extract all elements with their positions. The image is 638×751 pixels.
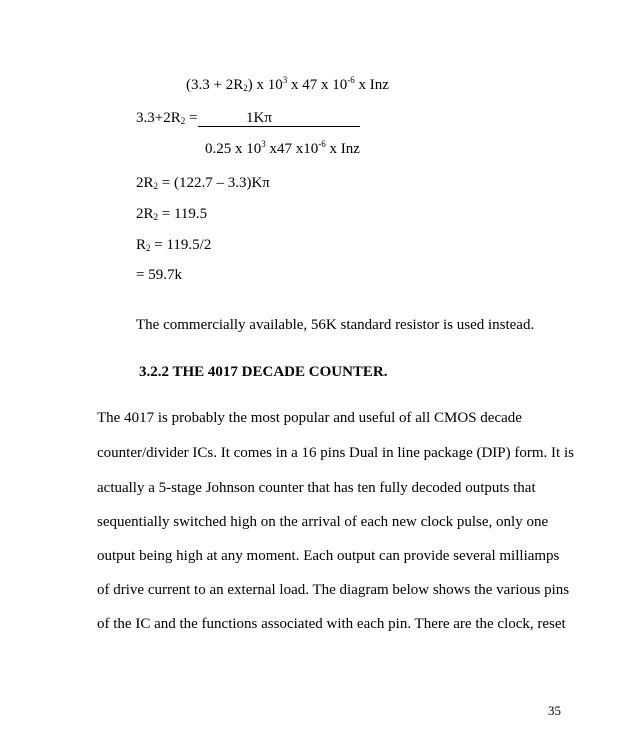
note-text: The commercially available, 56K standard resistor is used instead. xyxy=(136,317,535,333)
paragraph-line: sequentially switched high on the arrival of each new clock pulse, only one xyxy=(97,514,549,530)
step2-sub: 2 xyxy=(153,212,159,222)
denom-sup: 3 xyxy=(261,139,266,149)
page-number xyxy=(548,703,561,719)
page-number-text: 35 xyxy=(548,703,561,718)
step1-part: = (122.7 – 3.3)Kπ xyxy=(158,175,270,191)
eq2-sub: 2 xyxy=(180,116,186,126)
numerator-text: 1Kπ xyxy=(246,110,272,126)
step1-sub: 2 xyxy=(153,181,159,191)
step1-part: 2R xyxy=(136,175,154,191)
eq1-sub: 2 xyxy=(243,83,248,93)
eq1-sup: 3 xyxy=(282,75,288,85)
heading-text: 3.2.2 THE 4017 DECADE COUNTER. xyxy=(139,364,388,380)
denom-part: x47 x10 xyxy=(265,141,319,157)
step2-part: 2R xyxy=(136,206,154,222)
denom-sup: -6 xyxy=(318,139,326,149)
step2-part: = 119.5 xyxy=(158,206,208,222)
equation-step-4 xyxy=(136,266,182,284)
denom-part: x Inz xyxy=(325,141,360,157)
step3-part: R xyxy=(136,237,147,253)
eq1-part: x 47 x 10 xyxy=(287,77,348,93)
step3-sub: 2 xyxy=(146,243,151,253)
equation-line-1 xyxy=(186,76,389,94)
step4-text: = 59.7k xyxy=(136,267,182,283)
fraction-bar xyxy=(198,126,360,127)
denom-part: 0.25 x 10 xyxy=(205,141,262,157)
eq1-part: x Inz xyxy=(354,77,389,93)
paragraph-line: output being high at any moment. Each output can provide several milliamps xyxy=(97,548,560,564)
eq1-sup: -6 xyxy=(347,75,355,85)
equation-lhs xyxy=(136,109,197,127)
eq1-part: ) x 10 xyxy=(247,77,283,93)
equation-step-1 xyxy=(136,174,270,192)
paragraph-line: counter/divider ICs. It comes in a 16 pins Dual in line package (DIP) form. It is xyxy=(97,445,574,461)
paragraph-line: of drive current to an external load. The diagram below shows the various pins xyxy=(97,582,570,598)
eq1-part: (3.3 + 2R xyxy=(186,77,244,93)
step3-part: = 119.5/2 xyxy=(150,237,212,253)
paragraph-line: of the IC and the functions associated with each pin. There are the clock, reset xyxy=(97,616,566,632)
paragraph-line: actually a 5-stage Johnson counter that has ten fully decoded outputs that xyxy=(97,480,536,496)
section-heading xyxy=(139,363,388,381)
resistor-note xyxy=(136,316,534,334)
equation-step-2 xyxy=(136,205,207,223)
eq2-label: 3.3+2R xyxy=(136,110,181,126)
equation-step-3 xyxy=(136,236,211,254)
fraction-denominator xyxy=(205,140,360,158)
paragraph-line: The 4017 is probably the most popular and useful of all CMOS decade xyxy=(97,410,522,426)
eq2-equals: = xyxy=(185,110,198,126)
fraction-numerator xyxy=(246,109,272,127)
